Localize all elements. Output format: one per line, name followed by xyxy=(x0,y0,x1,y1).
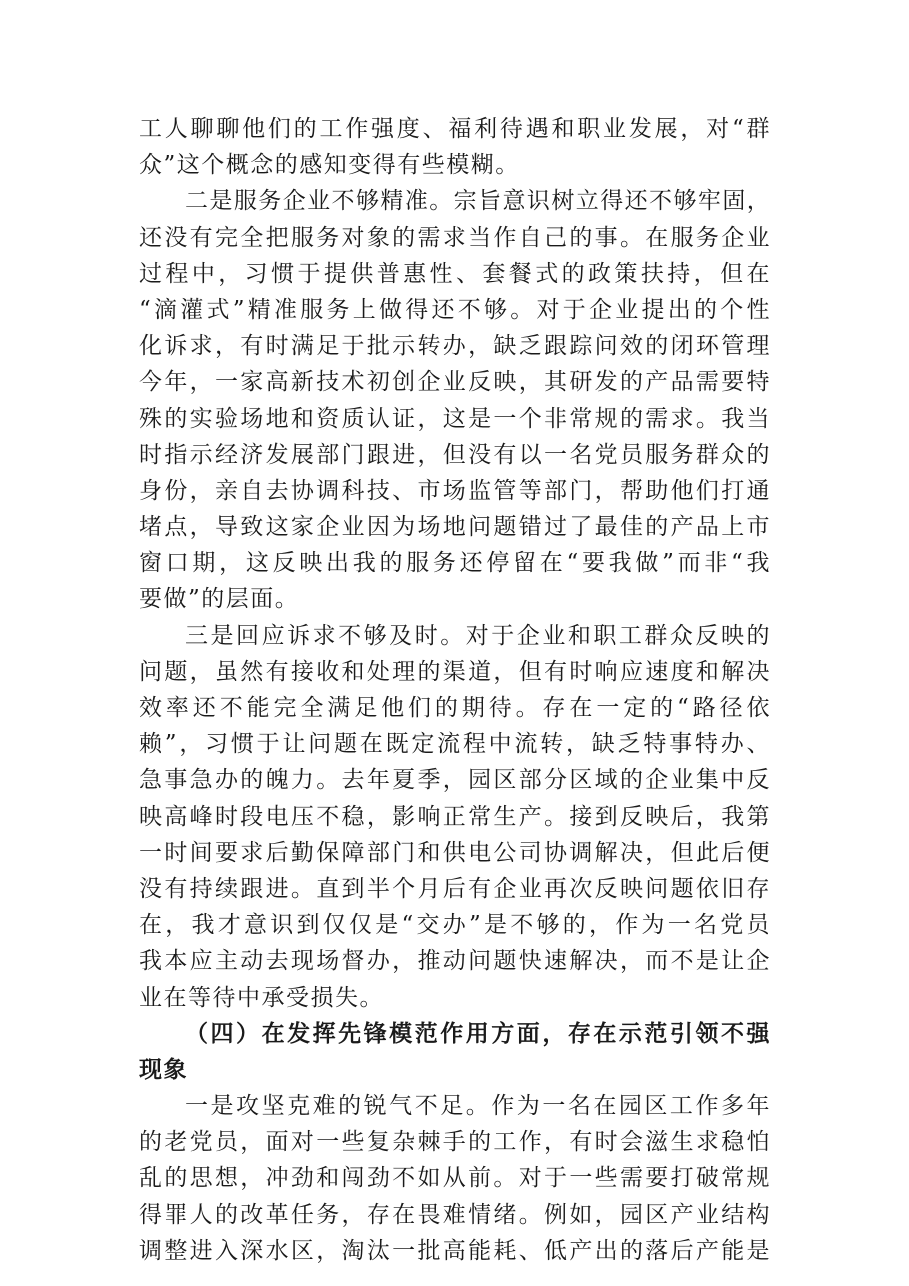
paragraph-line: 一时间要求后勤保障部门和供电公司协调解决，但此后便 xyxy=(139,839,771,866)
paragraph-line: 过程中，习惯于提供普惠性、套餐式的政策扶持，但在 xyxy=(139,260,771,287)
paragraph-line: 乱的思想，冲劲和闯劲不如从前。对于一些需要打破常规 xyxy=(139,1165,771,1192)
paragraph-line: 二是服务企业不够精准。宗旨意识树立得还不够牢固， xyxy=(185,188,771,215)
paragraph-line: 身份，亲自去协调科技、市场监管等部门，帮助他们打通 xyxy=(139,477,771,504)
paragraph-line: 映高峰时段电压不稳，影响正常生产。接到反映后，我第 xyxy=(139,803,771,830)
paragraph-line: 急事急办的魄力。去年夏季，园区部分区域的企业集中反 xyxy=(139,767,771,794)
paragraph-line: 化诉求，有时满足于批示转办，缺乏跟踪问效的闭环管理 xyxy=(139,333,771,360)
paragraph-line: 的老党员，面对一些复杂棘手的工作，有时会滋生求稳怕 xyxy=(139,1129,771,1156)
section-heading-line: 现象 xyxy=(139,1055,188,1083)
paragraph-line: 时指示经济发展部门跟进，但没有以一名党员服务群众的 xyxy=(139,441,771,468)
paragraph-line: 在，我才意识到仅仅是“交办”是不够的，作为一名党员 xyxy=(139,912,771,939)
paragraph-line: 业在等待中承受损失。 xyxy=(139,984,384,1011)
paragraph-line: 调整进入深水区，淘汰一批高能耗、低产出的落后产能是 xyxy=(139,1237,771,1264)
paragraph-line: 还没有完全把服务对象的需求当作自己的事。在服务企业 xyxy=(139,224,771,251)
paragraph-line: 一是攻坚克难的锐气不足。作为一名在园区工作多年 xyxy=(185,1093,771,1120)
paragraph-line: 效率还不能完全满足他们的期待。存在一定的“路径依 xyxy=(139,695,771,721)
document-body xyxy=(139,111,771,1269)
paragraph-line: 我本应主动去现场督办，推动问题快速解决，而不是让企 xyxy=(139,948,771,975)
section-heading-line: （四）在发挥先锋模范作用方面，存在示范引领不强 xyxy=(185,1019,771,1047)
paragraph-line: 三是回应诉求不够及时。对于企业和职工群众反映的 xyxy=(185,622,771,649)
paragraph-line: 殊的实验场地和资质认证，这是一个非常规的需求。我当 xyxy=(139,405,771,432)
paragraph-line: 要做”的层面。 xyxy=(139,586,300,613)
paragraph-line: 工人聊聊他们的工作强度、福利待遇和职业发展，对“群 xyxy=(139,116,771,142)
paragraph-line: 今年，一家高新技术初创企业反映，其研发的产品需要特 xyxy=(139,369,771,396)
paragraph-line: 堵点，导致这家企业因为场地问题错过了最佳的产品上市 xyxy=(139,514,771,541)
paragraph-line: 窗口期，这反映出我的服务还停留在“要我做”而非“我 xyxy=(139,550,771,577)
paragraph-line: 问题，虽然有接收和处理的渠道，但有时响应速度和解决 xyxy=(139,658,771,685)
paragraph-line: 众”这个概念的感知变得有些模糊。 xyxy=(139,152,520,179)
paragraph-line: 赖”，习惯于让问题在既定流程中流转，缺乏特事特办、 xyxy=(139,731,771,758)
paragraph-line: 没有持续跟进。直到半个月后有企业再次反映问题依旧存 xyxy=(139,875,771,902)
paragraph-line: 得罪人的改革任务，存在畏难情绪。例如，园区产业结构 xyxy=(139,1201,771,1228)
paragraph-line: “滴灌式”精准服务上做得还不够。对于企业提出的个性 xyxy=(139,296,771,323)
